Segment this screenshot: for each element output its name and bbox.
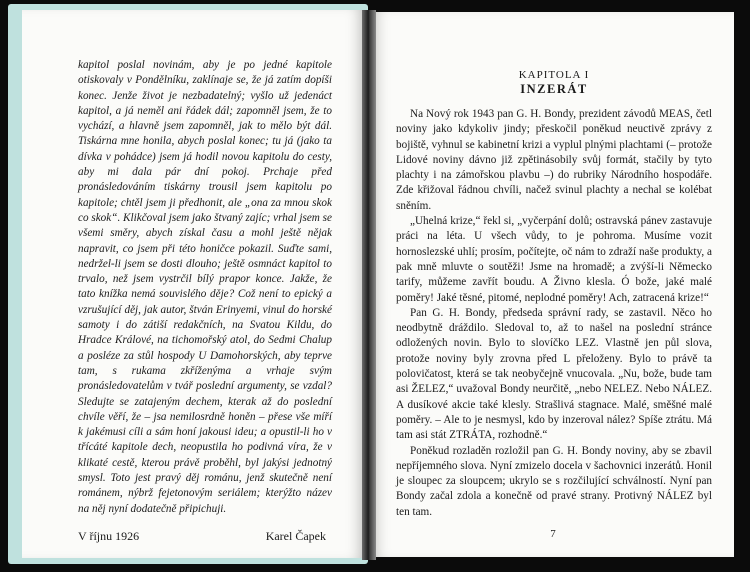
right-page <box>372 12 734 557</box>
book-gutter <box>362 10 376 560</box>
chapter-number: KAPITOLA I <box>518 69 590 81</box>
paragraph: „Uhelná krize,“ řekl si, „vyčerpání dolů; ostravská pánev zastavuje práci na léta. U všech vůdy, to je pohroma. Musíme vozit hornoslezské uhlí; prosím, počítejte, oč nám to zdraží naše produkty, a pak mně mluvte o soutěži! Jsme na hromadě; a zvýší-li Německo tarify, můžeme zavřít boudu. A Živno klesla. Ó bože, jaké malé poměry! Jaké těsné, pitomé, neplodné poměry! Ach, zatracená krize!“ <box>396 215 712 304</box>
preface-author: Karel Čapek <box>265 528 326 543</box>
left-page <box>22 10 364 558</box>
paragraph: Pan G. H. Bondy, předseda správní rady, se zastavil. Něco ho neodbytně dráždilo. Sledoval to, až to našel na poslední stránce odložených novin. Bylo to slovíčko LEZ. Vlastně jen půl slova, protože noviny byly zrovna před L přeloženy. Bylo to právě ta polovičatost, která se tak neobyčejně vnucovala. „Nu, bože, bude tam asi ŽELEZ,“ uvažoval Bondy neurčitě, „nebo NELEZ. Nebo NÁLEZ. A dusíkové akcie také klesly. Strašlivá stagnace. Malé, směšné malé poměry. – Ale to je nesmysl, kdo by inzeroval nález? Spíše ztrátu. Má tam asi stát ZTRÁTA, rozhodně.“ <box>396 306 712 442</box>
paragraph: Na Nový rok 1943 pan G. H. Bondy, prezident závodů MEAS, četl noviny jako kdykoliv jindy; přeskočil poněkud neuctivě zprávy z bojiště, vyhnul se kabinetní krizi a vyplul plnými plachtami (– protože Lidové noviny dávno již zpětinásobily svůj formát, stačily by tyto plachty i na zámořskou plavbu –) do rubriky Národního hospodáře. Zde křižoval řádnou chvíli, načež svinul plachty a nechal se kolébat sněním. <box>396 108 712 212</box>
signature-line <box>78 529 332 544</box>
paragraph: Poněkud rozladěn rozložil pan G. H. Bondy noviny, aby se zbavil nepříjemného slova. Nyní zmizelo docela v šachovnici inzerátů. Honil je sloupec za sloupcem; ukrylo se s rozčilující schválností. Nyní pan Bondy začal zdola a konečně od pravé strany. Protivný NÁLEZ byl ten tam. <box>396 444 712 518</box>
chapter-heading <box>396 68 712 97</box>
chapter-body <box>396 107 712 520</box>
chapter-title: INZERÁT <box>520 82 588 96</box>
page-number: 7 <box>550 528 556 540</box>
preface-date: V říjnu 1926 <box>78 528 140 543</box>
preface-text: kapitol poslal novinám, aby je po jedné kapitole otiskovaly v Pondělníku, zaklínaje se, že já zatím dopíši konec. Jenže život je nezbadatelný; vyšlo už jedenáct kapitol, a já neměl ani řádek dál; zapomněl jsem, že to vychází, a hlavně jsem zapomněl, jak to mělo být dál. Tiskárna mne honila, abych poslal konec; tu já (jako ta dívka v pohádce) jsem já hodil novou kapitolu do cesty, aby mi dala pár dní pokoj. Prchaje před pronásledováním tiskárny trousil jsem kapitolu po kapitole; chtěl jsem ji předhonit, ale „ona za mnou skok co skok“. Klikčoval jsem jako štvaný zajíc; vrhal jsem se všemi směry, abych získal času a mohl ještě nějak napravit, co jsem při této honičce pokazil. Suďte sami, nedržel-li jsem se dosti dlouho; ještě osmnáct kapitol to trvalo, než jsem vystrčil bílý prapor konce. Jakže, že tato knížka nemá souvislého děje? Což není to epický a vzrušující děj, jak autor, štván Erinyemi, vinul do horské samoty i do zátiší redakčních, na Svatou Kildu, do Hradce Králové, na tichomořský atol, do Sedmi Chalup a posléze za stůl hospody U Damohorských, aby teprve tam, s rukama zkříženýma a vrhaje svým pronásledovatelům v tvář poslední argumenty, se vzdal? Sledujte se zatajeným dechem, kterak až do poslední chvíle věří, že – jsa nemilosrdně honěn – přese vše míří k jakémusi cíli a sám honí jakousi ideu; a opustil-li ho v třícáté kapitole dech, neopustila ho podivná víra, že v klikaté cestě, kterou právě proběhl, byl jakýsi jednotný smysl. Toto jest pravý děj románu, jenž skutečně není románem, nýbrž fejetonovým seriálem; kterýžto název na něj nyní dodatečně připichuji. <box>78 59 332 515</box>
